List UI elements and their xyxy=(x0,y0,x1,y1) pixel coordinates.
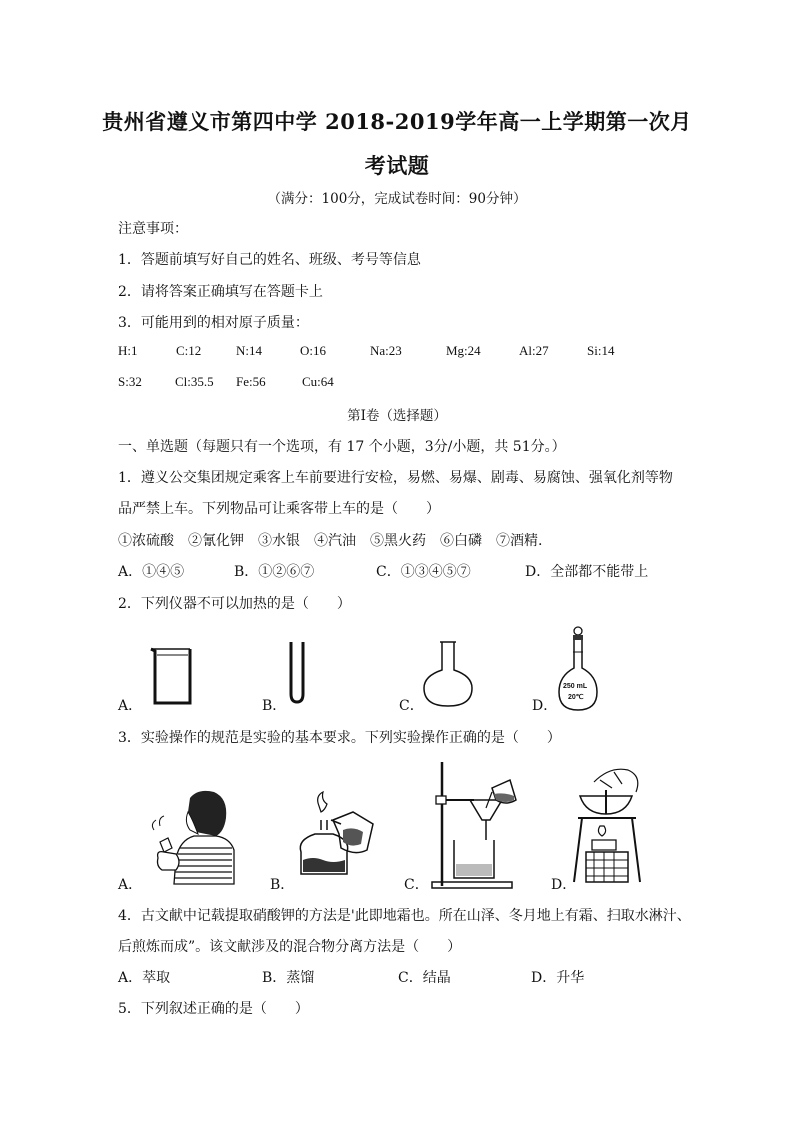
q3-option-d[interactable]: D． xyxy=(551,877,577,893)
q4-option-c[interactable]: C．结晶 xyxy=(398,970,451,986)
q4-stem-line2: 后煎炼而成”。该文献涉及的混合物分离方法是（ ） xyxy=(118,939,462,955)
beaker-icon xyxy=(148,645,196,707)
atomic-mass-fe: Fe:56 xyxy=(236,374,266,389)
q3-option-b[interactable]: B． xyxy=(270,877,295,893)
q4-stem-line1: 4．古文献中记载提取硝酸钾的方法是'此即地霜也。所在山泽、冬月地上有霜、扫取水淋汁、 xyxy=(118,908,691,924)
atomic-mass-s: S:32 xyxy=(118,374,142,389)
q3-stem: 3．实验操作的规范是实验的基本要求。下列实验操作正确的是（ ） xyxy=(118,730,561,746)
q3-option-a[interactable]: A． xyxy=(118,877,143,893)
note-item-3: 3．可能用到的相对原子质量： xyxy=(118,315,309,331)
flask-temperature-label: 20℃ xyxy=(568,694,584,701)
exam-title-line2: 考试题 xyxy=(364,153,430,178)
note-item-1: 1．答题前填写好自己的姓名、班级、考号等信息 xyxy=(118,252,421,268)
atomic-mass-o: O:16 xyxy=(300,343,326,358)
q2-option-c[interactable]: C． xyxy=(399,698,424,714)
volume-title: 第Ⅰ卷（选择题） xyxy=(347,408,447,424)
note-item-2: 2．请将答案正确填写在答题卡上 xyxy=(118,284,323,300)
q5-stem: 5．下列叙述正确的是（ ） xyxy=(118,1001,309,1017)
q1-items: ①浓硫酸 ②氰化钾 ③水银 ④汽油 ⑤黑火药 ⑥白磷 ⑦酒精. xyxy=(118,533,543,549)
person-smelling-gas-icon xyxy=(150,788,236,886)
q1-option-a[interactable]: A．①④⑤ xyxy=(118,564,185,580)
q3-option-c[interactable]: C． xyxy=(404,877,429,893)
section-title: 一、单选题（每题只有一个选项，有 17 个小题，3分/小题，共 51分。） xyxy=(118,439,566,455)
q1-option-d[interactable]: D．全部都不能带上 xyxy=(525,564,649,580)
round-bottom-flask-icon xyxy=(422,640,474,708)
q2-option-d[interactable]: D． xyxy=(532,698,558,714)
atomic-mass-mg: Mg:24 xyxy=(446,343,481,358)
atomic-mass-h: H:1 xyxy=(118,343,138,358)
q4-option-d[interactable]: D．升华 xyxy=(531,970,585,986)
score-info: （满分：100分，完成试卷时间：90分钟） xyxy=(267,191,527,207)
lighting-alcohol-lamp-icon xyxy=(293,790,377,878)
atomic-mass-c: C:12 xyxy=(176,343,202,358)
flask-volume-label: 250 mL xyxy=(563,683,588,690)
atomic-mass-na: Na:23 xyxy=(370,343,402,358)
q4-option-b[interactable]: B．蒸馏 xyxy=(262,970,315,986)
atomic-mass-si: Si:14 xyxy=(587,343,615,358)
q1-option-b[interactable]: B．①②⑥⑦ xyxy=(234,564,315,580)
notes-heading: 注意事项： xyxy=(118,221,188,237)
q2-option-b[interactable]: B． xyxy=(262,698,287,714)
q1-option-c[interactable]: C．①③④⑤⑦ xyxy=(376,564,471,580)
q2-option-a[interactable]: A． xyxy=(118,698,143,714)
q1-stem-line1: 1．遵义公交集团规定乘客上车前要进行安检，易燃、易爆、剧毒、易腐蚀、强氧化剂等物 xyxy=(118,470,673,486)
atomic-mass-n: N:14 xyxy=(236,343,262,358)
atomic-mass-cu: Cu:64 xyxy=(302,374,334,389)
exam-title-line1: 贵州省遵义市第四中学 2018-2019学年高一上学期第一次月 xyxy=(102,109,692,134)
evaporation-setup-icon xyxy=(570,762,650,886)
atomic-mass-cl: Cl:35.5 xyxy=(175,374,214,389)
test-tube-icon xyxy=(287,640,307,704)
atomic-mass-al: Al:27 xyxy=(519,343,549,358)
q1-stem-line2: 品严禁上车。下列物品可让乘客带上车的是（ ） xyxy=(118,501,440,517)
q2-stem: 2．下列仪器不可以加热的是（ ） xyxy=(118,596,351,612)
q4-option-a[interactable]: A．萃取 xyxy=(118,970,171,986)
filtration-setup-icon xyxy=(430,760,526,890)
